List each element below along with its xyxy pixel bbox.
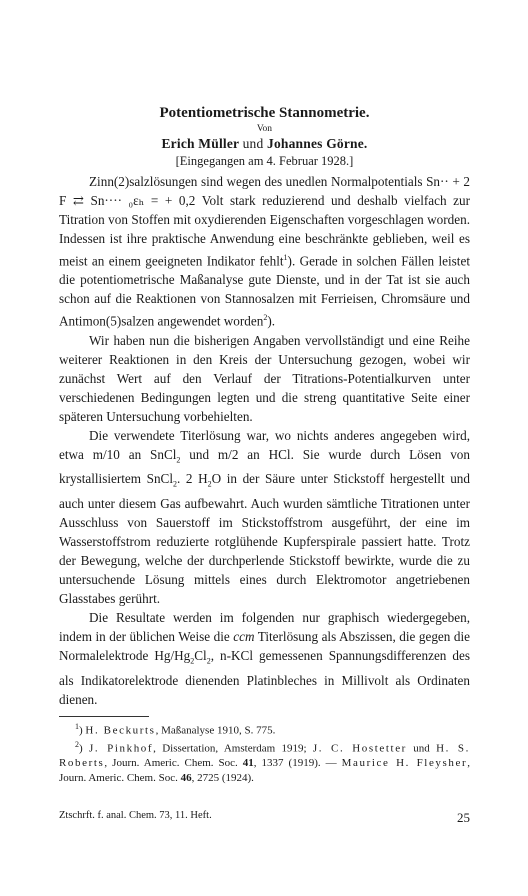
- by-line: Von: [256, 124, 273, 134]
- paragraph-2: Wir haben nun die bisherigen Angaben vervollständigt und eine Reihe weiterer Reaktionen in den Kreis der Untersuchung gezogen, wobei wir zunächst Wert auf den Verlauf der Titrations-Potentialkurven unter verschiedenen Bedingungen legten und die streng quantitative Seite einer späteren Untersuchung vorbehielten.: [59, 332, 470, 424]
- page-footer: [59, 810, 470, 826]
- footnotes: [59, 720, 470, 785]
- author-1: Erich Müller: [161, 136, 239, 151]
- received-date: [Eingegangen am 4. Februar 1928.]: [175, 154, 354, 168]
- footnote-divider: [59, 716, 149, 717]
- article-body: [59, 172, 470, 709]
- journal-reference: Ztschrft. f. anal. Chem. 73, 11. Heft.: [59, 810, 212, 821]
- authors: [59, 135, 470, 152]
- paragraph-4: Die Resultate werden im folgenden nur graphisch wiedergegeben, indem in der üblichen Weise die ccm Titerlösung als Abszissen, die gegen die Normalelektrode $Hg/Hg_2Cl_2$, n-KCl gemessenen Spannungsdifferenzen des als Indikatorelektrode dienenden Platinbleches in Millivolt als Ordinaten dienen.: [59, 610, 470, 707]
- paragraph-1: Zinn(2)salzlösungen sind wegen des unedlen Normalpotentials Sn·· + 2 F ⇄ Sn···· ₀εₕ = + 0,2 Volt stark reduzierend und deshalb vielfach zur Titration von Stoffen mit oxydierenden Eigenschaften vorgeschlagen worden. Indessen ist ihre praktische Anwendung eine beschränkte geblieben, weil es meist an einem geeigneten Indikator fehlt$^1$). Gerade in solchen Fällen leistet die potentiometrische Maßanalyse gute Dienste, und in der Tat ist sie auch schon auf die Reaktionen von Stannosalzen mit Ferrieisen, Chromsäure und Antimon(5)salzen angewendet worden$^2$).: [59, 174, 470, 329]
- author-conjunction: und: [242, 136, 264, 151]
- article-header: [59, 104, 470, 170]
- ccm-unit: ccm: [233, 629, 255, 645]
- footnote-2: $^2$) J. Pinkhof, Dissertation, Amsterdam 1919; J. C. Hostetter und H. S. Roberts, Journ. Americ. Chem. Soc. 41, 1337 (1919). — Maurice H. Fleysher, Journ. Americ. Chem. Soc. 46, 2725 (1924).: [59, 739, 471, 784]
- page-number: 25: [457, 810, 470, 825]
- page: [0, 104, 528, 896]
- molarity-tenth: m/10: [92, 446, 120, 462]
- paragraph-3: Die verwendete Titerlösung war, wo nichts anderes angegeben wird, etwa m/10 an SnCl$_2$ und m/2 an HCl. Sie wurde durch Lösen von krystallisiertem SnCl$_2$. 2 $H_2O$ in der Säure unter Stickstoff hergestellt und auch unter diesem Gas aufbewahrt. Auch wurden sämtliche Titrationen unter Ausschluss von Sauerstoff im Stickstoffstrom ausgeführt, der eine im Wasserstoffstrom reduzierte rotglühende Kupferspirale passiert hatte. Trotz der Bewegung, welche der durchperlende Stickstoff bewirkte, wurde die zu untersuchende Lösung mittels eines durch Elektromotor angetriebenen Glasstabes gerührt.: [59, 427, 470, 607]
- potential-equation: ·· + 2 F ⇄ Sn···· ₀εₕ = + 0,2 Volt: [59, 174, 470, 208]
- footnote-ref-1[interactable]: 1: [283, 253, 288, 262]
- author-2: Johannes Görne.: [267, 136, 368, 151]
- footnote-1: $^1$) H. Beckurts, Maßanalyse 1910, S. 775.: [75, 721, 276, 737]
- footnote-ref-2[interactable]: 2: [263, 313, 268, 323]
- article-title: Potentiometrische Stannometrie.: [159, 105, 370, 121]
- molarity-half: m/2: [217, 446, 239, 462]
